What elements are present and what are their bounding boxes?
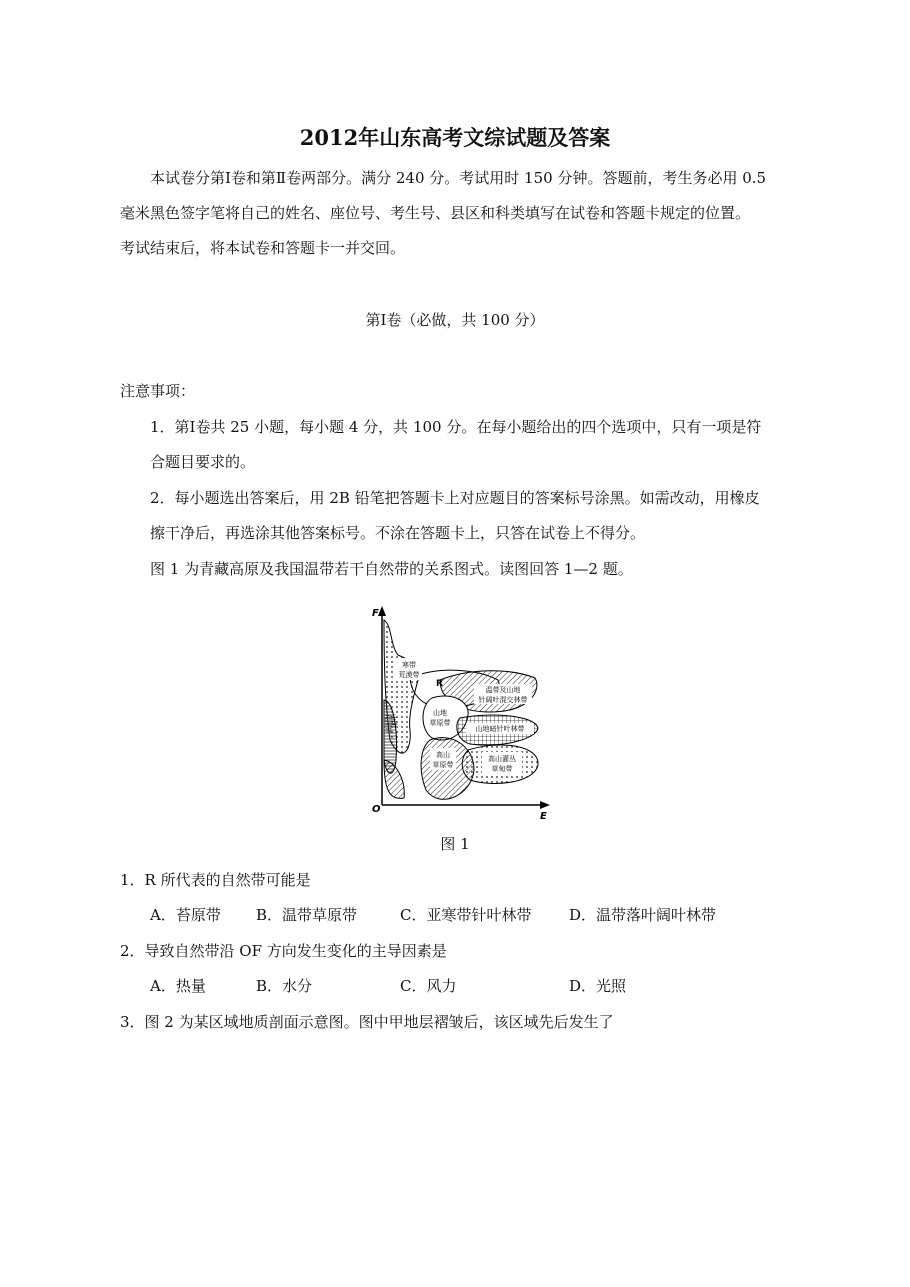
q2-option-b: B．水分: [256, 977, 313, 995]
label-wendai: 温带及山地: [485, 686, 521, 694]
label-gaoshan: 高山: [436, 751, 450, 759]
label-anzhenye: 山地暗针叶林带: [475, 725, 525, 733]
label-caoyuan-2: 草原带: [432, 761, 454, 769]
question-2-stem: 2．导致自然带沿 OF 方向发生变化的主导因素是: [120, 942, 447, 960]
intro-line: 毫米黑色签字笔将自己的姓名、座位号、考生号、县区和科类填写在试卷和答题卡规定的位置。: [120, 204, 751, 222]
notice-line: 1．第Ⅰ卷共 25 小题，每小题 4 分，共 100 分。在每小题给出的四个选项中，只有一项是符: [150, 418, 762, 436]
question-2-options: [0, 976, 910, 996]
notice-line: 2．每小题选出答案后，用 2B 铅笔把答题卡上对应题目的答案标号涂黑。如需改动，用橡皮: [150, 489, 760, 507]
label-hanjie: 寒带: [402, 661, 416, 669]
intro-line: 本试卷分第Ⅰ卷和第Ⅱ卷两部分。满分 240 分。考试用时 150 分钟。答题前，考生务必用 0.5: [150, 169, 767, 187]
q2-option-a: A．热量: [150, 977, 206, 995]
section-title: 第Ⅰ卷（必做，共 100 分）: [365, 311, 545, 329]
label-shandi-2: 山地: [390, 714, 398, 727]
intro-line: 考试结束后，将本试卷和答题卡一并交回。: [120, 239, 406, 257]
label-r: R: [436, 679, 443, 689]
label-hunjiaolin: 针阔叶混交林带: [478, 696, 528, 704]
q1-option-b: B．温带草原带: [256, 906, 358, 924]
q1-option-d: D．温带落叶阔叶林带: [569, 906, 717, 924]
q1-option-c: C．亚寒带针叶林带: [400, 906, 532, 924]
label-huangmo-2: 荒漠带: [384, 714, 392, 734]
figure-intro: 图 1 为青藏高原及我国温带若干自然带的关系图式。读图回答 1—2 题。: [150, 560, 633, 578]
label-shandi-1: 山地: [433, 709, 447, 717]
label-guancong: 高山灌丛: [488, 755, 516, 763]
axis-e-label: E: [540, 811, 547, 822]
notice-heading: 注意事项：: [120, 382, 196, 400]
question-1-options: [0, 905, 910, 925]
q2-option-d: D．光照: [569, 977, 627, 995]
question-1-stem: 1．R 所代表的自然带可能是: [120, 871, 311, 889]
label-caoyuan-1: 草原带: [429, 719, 451, 727]
notice-line: 合题目要求的。: [150, 453, 256, 471]
figure-caption: 图 1: [440, 835, 470, 853]
axis-o-label: O: [372, 804, 381, 815]
q1-option-a: A．苔原带: [150, 906, 221, 924]
notice-line: 擦干净后，再选涂其他答案标号。不涂在答题卡上，只答在试卷上不得分。: [150, 524, 646, 542]
question-3-stem: 3．图 2 为某区域地质剖面示意图。图中甲地层褶皱后，该区域先后发生了: [120, 1013, 614, 1031]
label-huangmo: 荒漠带: [398, 671, 420, 679]
figure-1: [370, 600, 560, 822]
axis-f-label: F: [372, 608, 379, 619]
page-title: 2012年山东高考文综试题及答案: [299, 125, 611, 150]
q2-option-c: C．风力: [400, 977, 457, 995]
figure-1-diagram: [370, 600, 560, 822]
label-caodian: 草甸带: [491, 765, 513, 773]
